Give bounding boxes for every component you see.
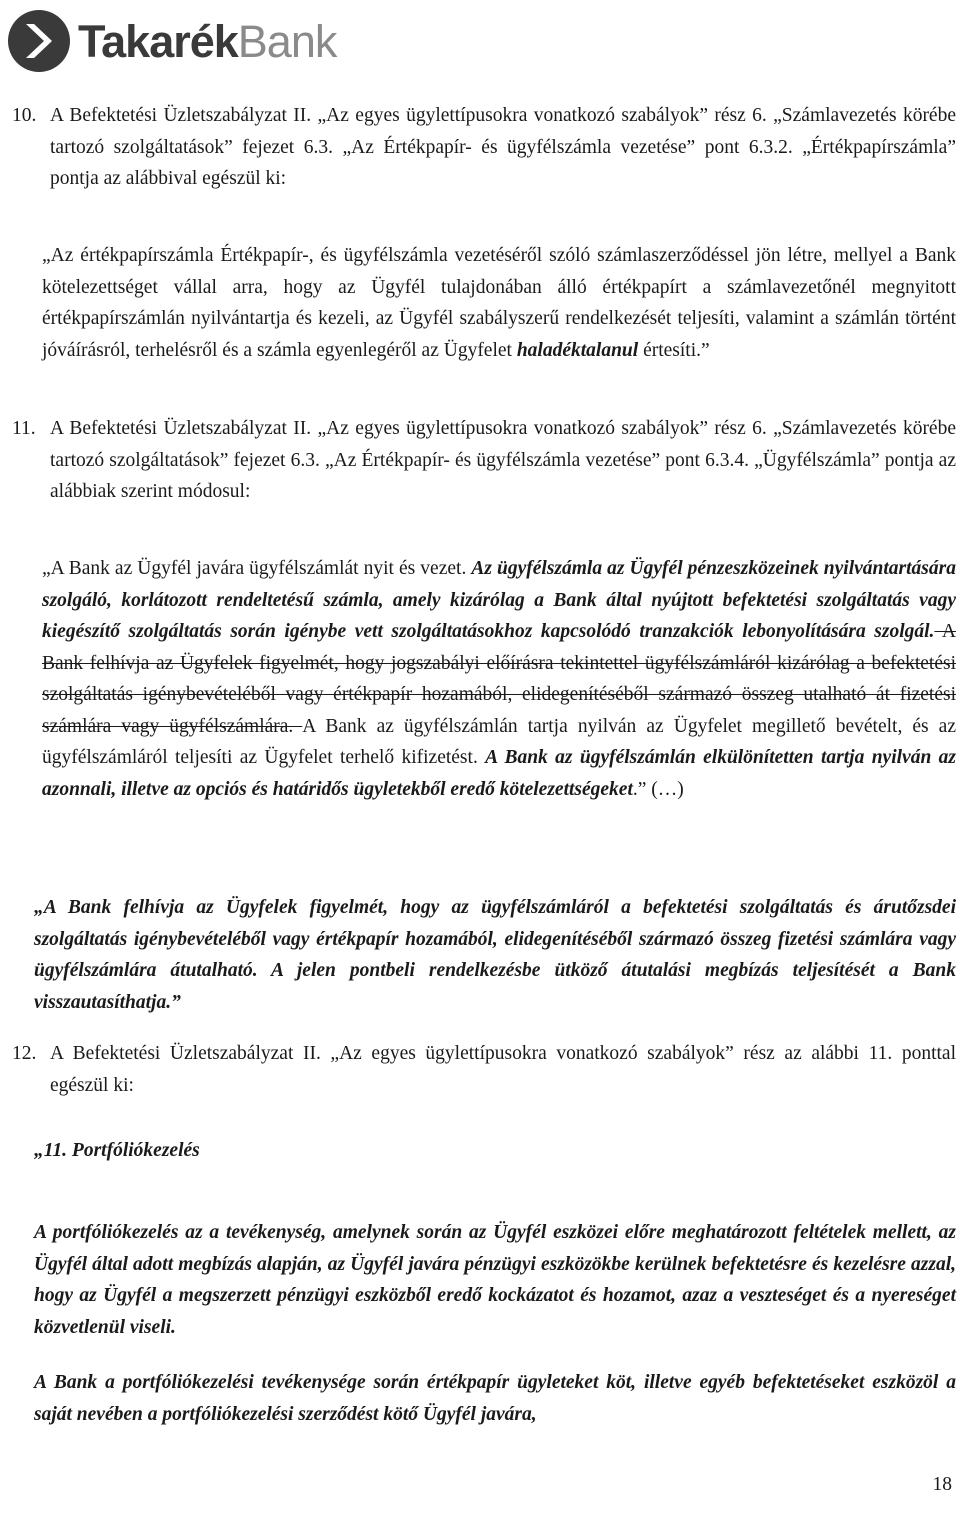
quote-text: „A Bank az Ügyfél javára ügyfélszámlát nyit és vezet. <box>42 558 472 579</box>
item-text: A Befektetési Üzletszabályzat II. „Az egyes ügylettípusokra vonatkozó szabályok” rész 6. „Számlavezetés körébe tartozó szolgáltatások” fejezet 6.3. „Az Értékpapír- és ügyfélszámla vezetése” pont 6.3.2. „Értékpapírszámla” pontja az alábbival egészül ki: <box>50 105 956 189</box>
quote-emphasis: haladéktalanul <box>516 339 639 361</box>
item-text: A Befektetési Üzletszabályzat II. „Az egyes ügylettípusokra vonatkozó szabályok” rész az alábbi 11. ponttal egészül ki: <box>50 1043 956 1096</box>
quote-ertekpapirszamla <box>42 240 956 366</box>
section-heading-portfoliokezeles: „11. Portfóliókezelés <box>34 1140 200 1161</box>
quote-text: „Az értékpapírszámla Értékpapír-, és ügyfélszámla vezetéséről szóló számlaszerződéssel jön létre, mellyel a Bank kötelezettséget vállal arra, hogy az Ügyfél tulajdonában álló értékpapírt a számlavezetőnél megnyitott értékpapírszámlán nyilvántartja és kezeli, az Ügyfél szabályszerű rendelkezését teljesíti, valamint a számlán történt jóváírásról, terhelésről és a számla egyenlegéről az Ügyfelet <box>42 245 956 361</box>
takarekbank-logo <box>6 6 336 76</box>
page-number: 18 <box>932 1474 952 1495</box>
item-number: 10. <box>12 105 37 126</box>
quote-inserted-text: Az ügyfélszámla az Ügyfél pénzeszközeinek nyilvántartására szolgáló, korlátozott rendeltetésű számla, amely kizárólag a Bank által nyújtott befektetési szolgáltatás vagy kiegészítő szolgáltatás során igénybe vett szolgáltatásokhoz kapcsolódó tranzakciók lebonyolítására szolgál. <box>42 558 956 642</box>
logo-arrow-icon <box>6 8 72 74</box>
quote-inserted-text: A Bank az ügyfélszámlán elkülönítetten tartja nyilván az azonnali, illetve az opciós és határidős ügyletekből eredő kötelezettségeket <box>42 747 956 800</box>
logo-text-bank: Bank <box>237 15 337 67</box>
quote-text: A Bank az ügyfélszámlán tartja nyilván az Ügyfelet megillető bevételt, és az ügyfélszámláról teljesíti az Ügyfelet terhelő kifizetést. <box>42 715 956 768</box>
quote-text-end: értesíti.” <box>638 339 710 361</box>
item-text: A Befektetési Üzletszabályzat II. „Az egyes ügylettípusokra vonatkozó szabályok” rész 6. „Számlavezetés körébe tartozó szolgáltatások” fejezet 6.3. „Az Értékpapír- és ügyfélszámla vezetése” pont 6.3.4. „Ügyfélszámla” pontja az alábbiak szerint módosul: <box>50 418 956 502</box>
quote-deleted-text: A Bank felhívja az Ügyfelek figyelmét, hogy jogszabályi előírásra tekintettel ügyfélszámláról kizárólag a befektetési szolgáltatás igénybevételéből vagy értékpapír hozamából, elidegenítéséből származó összeg utalható át fizetési számlára vagy ügyfélszámlára. <box>42 621 956 737</box>
quote-ugyfelszamla <box>42 553 956 805</box>
quote-atutalas: „A Bank felhívja az Ügyfelek figyelmét, hogy az ügyfélszámláról a befektetési szolgáltatás és árutőzsdei szolgáltatás igénybevételéből vagy értékpapír hozamából, elidegenítéséből származó összeg fizetési számlára vagy ügyfélszámlára átutalható. A jelen pontbeli rendelkezésbe ütköző átutalási megbízás teljesítését a Bank visszautasíthatja.” <box>34 897 956 1013</box>
item-number: 12. <box>12 1043 37 1064</box>
logo-wordmark <box>78 15 337 67</box>
quote-text-end: .” (…) <box>632 778 684 800</box>
logo-text-takarek: Takarék <box>78 15 238 67</box>
paragraph-portfoliokezeles-tevekenyseg: A Bank a portfóliókezelési tevékenysége során értékpapír ügyleteket köt, illetve egyéb befektetéseket eszközöl a saját nevében a portfóliókezelési szerződést kötő Ügyfél javára, <box>34 1372 956 1425</box>
item-number: 11. <box>12 418 36 439</box>
paragraph-portfoliokezeles-definicio: A portfóliókezelés az a tevékenység, amelynek során az Ügyfél eszközei előre meghatározott feltételek mellett, az Ügyfél által adott megbízás alapján, az Ügyfél javára pénzügyi eszközökbe kerülnek befektetésre és kezelésre azzal, hogy az Ügyfél a megszerzett pénzügyi eszközből eredő kockázatot és hozamot, azaz a veszteséget és a nyereséget közvetlenül viseli. <box>34 1222 956 1338</box>
